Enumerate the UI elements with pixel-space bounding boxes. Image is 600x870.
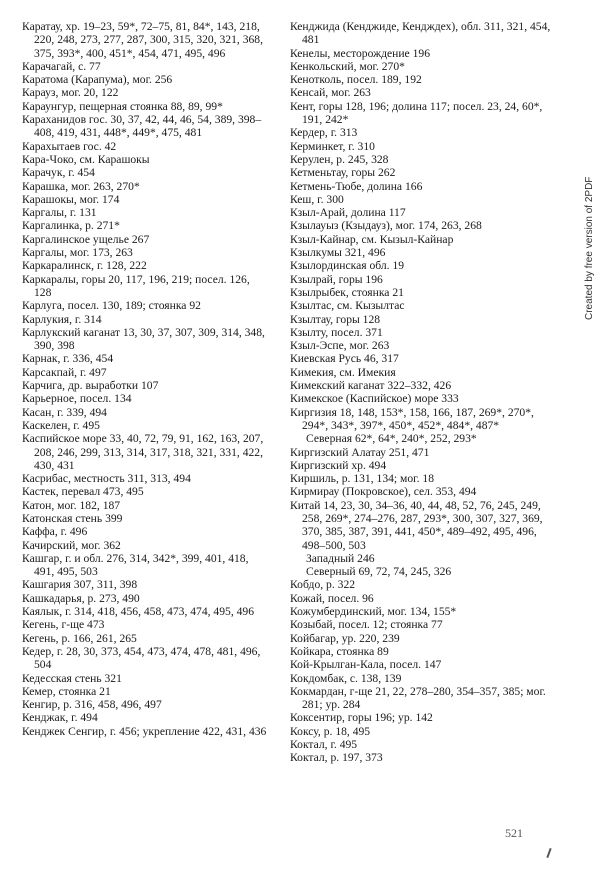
index-entry: Караханидов гос. 30, 37, 42, 44, 46, 54, 389, 398–408, 419, 431, 448*, 449*, 475, 481 — [22, 113, 262, 140]
index-entry: Кой-Крылган-Кала, посел. 147 — [290, 658, 442, 672]
index-entry: Кенкольский, мог. 270* — [290, 59, 405, 73]
index-entry: Кердер, г. 313 — [290, 126, 358, 140]
index-entry: Кегень, р. 166, 261, 265 — [22, 631, 137, 645]
index-entry: Кзылрай, горы 196 — [290, 272, 383, 286]
index-entry: Кенотколь, посел. 189, 192 — [290, 73, 422, 87]
index-entry: Карахытаев гос. 42 — [22, 139, 117, 153]
index-entry: Катон, мог. 182, 187 — [22, 498, 121, 512]
index-column-left — [22, 20, 270, 738]
index-entry: Китай 14, 23, 30, 34–36, 40, 44, 48, 52, 76, 245, 249, 258, 269*, 274–276, 287, 293*, 300, 307, 327, 369, 370, 385, 387, 391, 441, 450*, 489–492, 495, 496, 498–500, 503 — [290, 498, 543, 552]
index-entry: Киргизский Алатау 251, 471 — [290, 445, 430, 459]
index-entry: Каргалы, г. 131 — [22, 206, 97, 220]
index-entry: Карачагай, с. 77 — [22, 59, 101, 73]
index-entry: Кеш, г. 300 — [290, 192, 344, 206]
index-entry: Карашокы, мог. 174 — [22, 192, 120, 206]
index-entry: Кашгар, г. и обл. 276, 314, 342*, 399, 401, 418, 491, 495, 503 — [22, 551, 249, 579]
index-entry: Кзылауыз (Кзыдауз), мог. 174, 263, 268 — [290, 219, 482, 233]
index-entry: Каркаралы, горы 20, 117, 196, 219; посел. 126, 128 — [22, 272, 250, 299]
index-entry: Каргалинка, р. 271* — [22, 219, 120, 233]
index-entry: Кимекия, см. Имекия — [290, 365, 396, 379]
index-entry: Кара-Чоко, см. Карашокы — [22, 152, 150, 166]
index-entry: Каркаралинск, г. 128, 222 — [22, 259, 147, 273]
index-entry: Киргизия 18, 148, 153*, 158, 166, 187, 269*, 270*, 294*, 343*, 397*, 450*, 452*, 484*, 487* — [290, 405, 534, 432]
index-entry: Керулен, р. 245, 328 — [290, 152, 389, 166]
index-entry: Кашгария 307, 311, 398 — [22, 578, 138, 592]
index-entry: Кегень, г-ще 473 — [22, 618, 105, 632]
index-entry: Кожай, посел. 96 — [290, 591, 374, 605]
index-entry: Карлукия, г. 314 — [22, 312, 102, 326]
index-entry: Кимекский каганат 322–332, 426 — [290, 379, 452, 393]
index-entry: Кзыл-Арай, долина 117 — [290, 206, 406, 220]
index-entry: Кастек, перевал 473, 495 — [22, 485, 144, 499]
index-entry: Кзылкумы 321, 496 — [290, 246, 386, 260]
index-entry: Кобдо, р. 322 — [290, 578, 356, 592]
index-entry: Каффа, г. 496 — [22, 525, 88, 539]
index-entry: Кенджек Сенгир, г. 456; укрепление 422, 431, 436 — [22, 724, 267, 738]
index-entry: Кзылтау, горы 128 — [290, 312, 381, 326]
scan-mark — [546, 848, 551, 858]
index-entry: Керминкет, г. 310 — [290, 139, 375, 153]
watermark-text: Created by free version of 2PDF — [584, 176, 595, 320]
index-entry: Койкара, стоянка 89 — [290, 644, 389, 658]
index-entry: Каспийское море 33, 40, 72, 79, 91, 162, 163, 207, 208, 246, 299, 313, 314, 317, 318, 321, 331, 422, 430, 431 — [22, 432, 264, 472]
page-number: 521 — [505, 826, 523, 840]
index-entry: Коктал, р. 197, 373 — [290, 751, 383, 765]
index-entry: Коктал, г. 495 — [290, 738, 358, 752]
index-entry: Кзылту, посел. 371 — [290, 325, 383, 339]
index-entry: Карнак, г. 336, 454 — [22, 352, 114, 366]
index-entry: Кенелы, месторождение 196 — [290, 46, 430, 60]
index-entry: Кимекское (Каспийское) море 333 — [290, 392, 459, 406]
index-entry: Карлукский каганат 13, 30, 37, 307, 309, 314, 348, 390, 398 — [22, 325, 265, 353]
index-entry: Кирмирау (Покровское), сел. 353, 494 — [290, 485, 477, 499]
index-entry: Каялык, г. 314, 418, 456, 458, 473, 474, 495, 496 — [22, 605, 255, 619]
index-entry: Кзылрыбек, стоянка 21 — [290, 285, 404, 299]
index-entry: Кедесская стень 321 — [22, 671, 122, 685]
index-entry: Кожумбердинский, мог. 134, 155* — [290, 605, 457, 619]
index-entry: Койбагар, ур. 220, 239 — [290, 631, 400, 645]
index-entry: Караунгур, пещерная стоянка 88, 89, 99* — [22, 99, 223, 113]
index-entry: Катонская стень 399 — [22, 511, 123, 525]
index-entry: Каратау, хр. 19–23, 59*, 72–75, 81, 84*, 143, 218, 220, 248, 273, 277, 287, 300, 315, 320, 321, 368, 375, 393*, 400, 451*, 454, 471, 495, 496 — [22, 20, 263, 60]
index-entry: Касан, г. 339, 494 — [22, 405, 107, 419]
index-entry: Кзылординская обл. 19 — [290, 259, 405, 273]
index-entry: Карачук, г. 454 — [22, 166, 95, 180]
index-entry: Карашка, мог. 263, 270* — [22, 179, 140, 193]
index-entry: Кокмардан, г-ще 21, 22, 278–280, 354–357, 385; мог. 281; ур. 284 — [290, 684, 546, 712]
index-entry: Коксу, р. 18, 495 — [290, 724, 371, 738]
index-entry: Кзыл-Эспе, мог. 263 — [290, 339, 390, 353]
index-entry: Кокдомбак, с. 138, 139 — [290, 671, 402, 685]
index-entry: Кетмень-Тюбе, долина 166 — [290, 179, 423, 193]
index-entry: Киргизский хр. 494 — [290, 458, 387, 472]
index-entry: Каскелен, г. 495 — [22, 418, 100, 432]
index-entry: Кзылтас, см. Кызылтас — [290, 299, 405, 313]
index-entry: Карсакпай, г. 497 — [22, 365, 107, 379]
index-column-right — [290, 20, 552, 765]
index-entry: Карауз, мог. 20, 122 — [22, 86, 119, 100]
index-entry: Каргалы, мог. 173, 263 — [22, 246, 133, 260]
index-entry: Карлуга, посел. 130, 189; стоянка 92 — [22, 299, 201, 313]
index-entry: Каргалинское ущелье 267 — [22, 232, 150, 246]
index-entry: Кемер, стоянка 21 — [22, 684, 111, 698]
index-entry: Карчига, др. выработки 107 — [22, 379, 159, 393]
index-entry: Коксентир, горы 196; ур. 142 — [290, 711, 433, 725]
index-entry: Кзыл-Кайнар, см. Кызыл-Кайнар — [290, 232, 454, 246]
watermark — [584, 176, 598, 330]
index-entry: Северная 62*, 64*, 240*, 252, 293* — [306, 432, 477, 446]
index-entry: Киевская Русь 46, 317 — [290, 352, 399, 366]
index-entry: Касрибас, местность 311, 313, 494 — [22, 472, 191, 486]
index-entry: Кенджида (Кенджиде, Кендждех), обл. 311, 321, 454, 481 — [290, 20, 551, 47]
index-entry: Каратома (Карапума), мог. 256 — [22, 73, 173, 87]
index-entry: Кенсай, мог. 263 — [290, 86, 371, 100]
index-entry: Кенгир, р. 316, 458, 496, 497 — [22, 698, 162, 712]
index-entry: Северный 69, 72, 74, 245, 326 — [306, 565, 452, 579]
index-entry: Кашкадарья, р. 273, 490 — [22, 591, 140, 605]
index-entry: Карьерное, посел. 134 — [22, 392, 132, 406]
index-entry: Кенджак, г. 494 — [22, 711, 98, 725]
index-entry: Западный 246 — [306, 551, 375, 565]
index-entry: Козыбай, посел. 12; стоянка 77 — [290, 618, 443, 632]
index-entry: Кент, горы 128, 196; долина 117; посел. 23, 24, 60*, 191, 242* — [290, 99, 543, 127]
index-entry: Кедер, г. 28, 30, 373, 454, 473, 474, 478, 481, 496, 504 — [22, 644, 261, 672]
index-entry: Киршиль, р. 131, 134; мог. 18 — [290, 472, 434, 486]
index-entry: Кетменьтау, горы 262 — [290, 166, 396, 180]
index-entry: Качирский, мог. 362 — [22, 538, 121, 552]
